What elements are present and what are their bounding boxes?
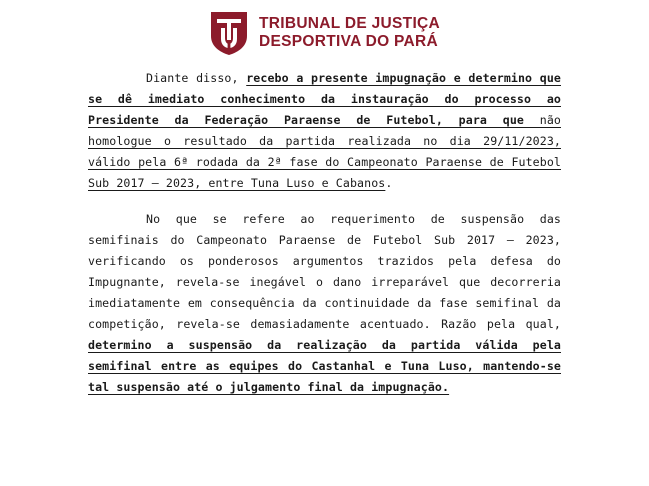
- paragraph-1-segment-0: Diante disso,: [146, 71, 247, 85]
- tjd-crest-icon: [209, 10, 249, 56]
- paragraph-2-segment-1: determino a suspensão da realização da partida válida pela semifinal entre as equipes do Castanhal e Tuna Luso, mantendo-se tal suspensão até o julgamento final da impugnação.: [88, 338, 561, 395]
- paragraph-2-segment-0: No que se refere ao requerimento de suspensão das semifinais do Campeonato Paraense de Futebol Sub 2017 – 2023, verificando os ponderosos argumentos trazidos pela defesa do Impugnante, revela-se inegável o dano irreparável que decorreria imediatamente em consequência da continuidade da fase semifinal da competição, revela-se demasiadamente acentuado. Razão pela qual,: [88, 211, 561, 332]
- paragraph-1: [88, 68, 561, 195]
- paragraph-1-segment-3: .: [385, 176, 393, 191]
- brand-title-line2: DESPORTIVA DO PARÁ: [258, 33, 439, 50]
- brand-title-line1: TRIBUNAL DE JUSTIÇA: [258, 15, 441, 33]
- document-body: [0, 60, 649, 398]
- paragraph-1-segment-2: não homologue o resultado da partida realizada no dia 29/11/2023, válido pela 6ª rodada da 2ª fase do Campeonato Paraense de Futebol Sub 2017 – 2023, entre Tuna Luso e Cabanos: [88, 113, 561, 191]
- paragraph-2: [88, 209, 561, 399]
- document-header: [0, 0, 649, 60]
- paragraph-1-segment-1: recebo a presente impugnação e determino que se dê imediato conhecimento da instauração do processo ao Presidente da Federação Paraense de Futebol, para que: [88, 71, 561, 128]
- brand-title: [259, 15, 440, 51]
